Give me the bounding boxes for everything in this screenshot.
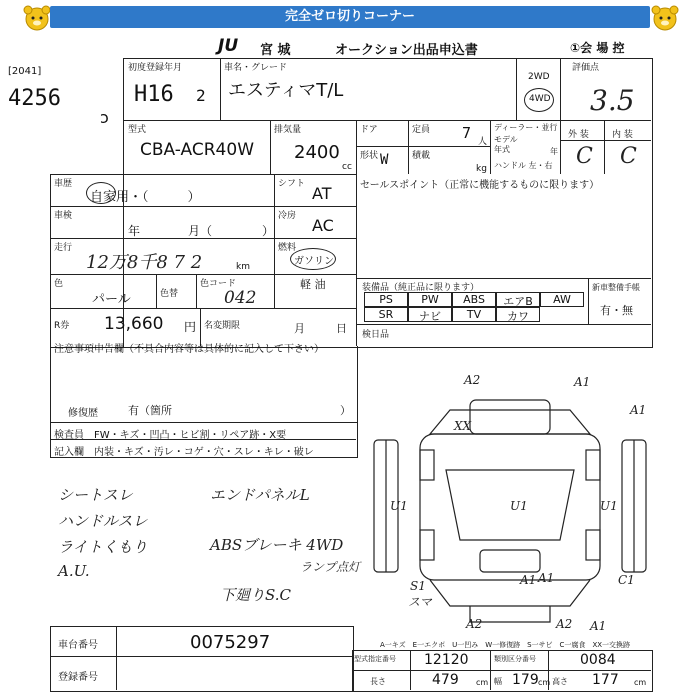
length-value: 479 <box>432 672 459 688</box>
interior-grade: C <box>620 144 637 169</box>
drive-4wd: 4WD <box>529 94 551 104</box>
fuel-label: 燃料 <box>278 243 297 253</box>
dealer-label: ディーラー・並行 <box>494 123 558 132</box>
load-label: 積載 <box>412 151 431 161</box>
first-reg-label: 初度登録年月 <box>128 63 183 73</box>
equipment-item: AW <box>540 292 584 307</box>
class-number-label: 類別区分番号 <box>494 655 536 663</box>
equipment-item: ナビ <box>408 307 452 322</box>
color-code-label: 色コード <box>200 279 237 289</box>
damage-mark: A2 <box>556 617 573 631</box>
inspector-row2: 内装・キズ・汚レ・コゲ・穴・スレ・キレ・破レ <box>94 447 314 458</box>
name-change-month: 月 <box>294 322 305 335</box>
capacity-unit: 人 <box>478 137 488 147</box>
equipment-grid <box>364 292 586 322</box>
equipment-item: TV <box>452 307 496 322</box>
length-unit: cm <box>476 678 489 687</box>
damage-mark: A2 <box>464 373 481 387</box>
handwritten-note: シートスレ <box>58 486 133 504</box>
damage-mark: U1 <box>510 499 528 513</box>
score-label: 評価点 <box>572 63 600 73</box>
recycle-unit: 円 <box>184 320 197 334</box>
doors-label: ドア <box>360 125 378 135</box>
damage-mark: S1 <box>410 579 426 593</box>
mascot-bear-icon <box>650 4 680 32</box>
height-value: 177 <box>592 672 619 688</box>
form-title: オークション出品申込書 <box>335 43 478 58</box>
drive-2wd: 2WD <box>528 72 550 82</box>
equipment-item: ABS <box>452 292 496 307</box>
banner <box>0 0 700 34</box>
name-change-label: 名変期限 <box>204 321 241 331</box>
capacity-label: 定員 <box>412 125 431 135</box>
orig-number-label: 型式指定番号 <box>354 655 396 663</box>
usage-value: 自家用・（ ） <box>90 190 201 205</box>
aircon-value: AC <box>312 216 334 235</box>
score-value: 3.5 <box>590 84 635 117</box>
year-type-label: 年式 <box>494 145 510 154</box>
width-label: 幅 <box>494 677 502 686</box>
damage-mark: スマ <box>408 595 432 609</box>
height-unit: cm <box>634 678 647 687</box>
color-change-label: 色替 <box>160 289 179 299</box>
form-code: [2041] <box>8 66 42 77</box>
height-label: 高さ <box>552 677 568 686</box>
handwritten-note: ハンドルスレ <box>58 512 148 530</box>
inspection-close: ） <box>262 224 275 238</box>
ju-logo: JU <box>218 36 239 56</box>
inspection-month: 月（ <box>188 224 213 238</box>
model-year-label: モデル <box>494 135 518 144</box>
shift-value: AT <box>312 184 332 203</box>
extras-label: 検日品 <box>362 330 390 340</box>
aircon-label: 冷房 <box>278 211 297 221</box>
displacement-label: 排気量 <box>274 125 302 135</box>
mileage-unit: km <box>236 262 250 272</box>
chassis-value: 0075297 <box>190 632 271 653</box>
name-change-day: 日 <box>336 322 347 335</box>
shape-value: W <box>380 152 389 168</box>
displacement-unit: cc <box>342 162 352 172</box>
damage-mark: C1 <box>618 573 635 587</box>
car-damage-diagram <box>360 370 660 640</box>
equipment-item: カワ <box>496 307 540 322</box>
capacity-value: 7 <box>462 124 472 142</box>
repair-label: 修復歴 <box>68 408 98 419</box>
shape-label: 形状 <box>360 151 379 161</box>
lot-suffix: ɔ <box>100 108 109 127</box>
damage-mark: U1 <box>390 499 408 513</box>
handwritten-note: エンドパネルL <box>210 486 310 504</box>
repair-close: ） <box>340 404 351 417</box>
first-reg-era: H16 <box>134 82 174 107</box>
color-value: パール <box>92 292 131 307</box>
notice-label: 注意事項申告欄（不具合内容等は具体的に記入して下さい） <box>54 344 324 355</box>
fuel-gas: ガソリン <box>294 256 334 267</box>
width-value: 179 <box>512 672 539 688</box>
recycle-label: R券 <box>54 321 70 331</box>
fuel-diesel: 軽 油 <box>300 278 326 291</box>
shift-label: シフト <box>278 179 306 189</box>
damage-legend: A一キズ E一エクボ U一凹み W一修復跡 S一サビ C一腐食 XX一交換跡 <box>380 641 631 649</box>
mileage-value: 12万8千8 7 2 <box>86 252 203 273</box>
handwritten-note: ABSブレーキ 4WD <box>210 536 344 554</box>
usage-label: 車歴 <box>54 179 73 189</box>
chassis-label: 車台番号 <box>58 640 98 651</box>
registration-label: 登録番号 <box>58 672 98 683</box>
car-name: エスティマT/L <box>228 80 344 101</box>
damage-mark: A1 <box>574 375 591 389</box>
year-unit: 年 <box>550 147 558 156</box>
inspection-year: 年 <box>128 224 141 238</box>
handwritten-note: A.U. <box>58 562 90 580</box>
handwritten-note: ランプ点灯 <box>300 560 361 574</box>
displacement-value: 2400 <box>294 142 340 163</box>
recycle-value: 13,660 <box>104 314 164 334</box>
equipment-label: 装備品（純正品に限ります） <box>362 283 480 293</box>
first-reg-month: 2 <box>196 86 206 105</box>
damage-mark: A1 <box>538 571 555 585</box>
width-unit: cm <box>538 678 551 687</box>
handle-label: ハンドル 左・右 <box>494 161 553 170</box>
mascot-bear-icon <box>22 4 52 32</box>
damage-mark: A1 <box>630 403 647 417</box>
interior-label: 内 装 <box>612 130 633 140</box>
color-label: 色 <box>54 279 64 289</box>
equipment-item: SR <box>364 307 408 322</box>
venue: 宮 城 <box>260 43 291 58</box>
equipment-item: PW <box>408 292 452 307</box>
inspector-row1-label: 検査員 <box>54 430 84 441</box>
orig-number: 12120 <box>424 652 469 668</box>
exterior-label: 外 装 <box>568 130 589 140</box>
inspector-row2-label: 記入欄 <box>54 447 84 458</box>
car-name-label: 車名・グレード <box>224 63 288 73</box>
equipment-item: PS <box>364 292 408 307</box>
usage-circle <box>86 182 116 204</box>
class-number: 0084 <box>580 652 616 668</box>
repair-value: 有（箇所 <box>128 404 172 417</box>
lot-number: 4256 <box>8 86 61 111</box>
sales-point-label: セールスポイント（正常に機能するものに限ります） <box>360 180 600 191</box>
new-manual-label: 新車整備手帳 <box>592 283 640 292</box>
damage-mark: A1 <box>590 619 607 633</box>
damage-mark: XX <box>454 419 472 433</box>
exterior-grade: C <box>576 144 593 169</box>
length-label: 長さ <box>370 677 386 686</box>
banner-title: 完全ゼロ切りコーナー <box>50 6 650 28</box>
model-value: CBA-ACR40W <box>140 140 255 160</box>
handwritten-note: ライトくもり <box>58 538 148 556</box>
equipment-item: エアB <box>496 292 540 307</box>
handwritten-note: 下廻りS.C <box>220 586 291 604</box>
damage-mark: A2 <box>466 617 483 631</box>
lane-label: ①会 場 控 <box>570 41 625 55</box>
color-code: 042 <box>224 288 257 308</box>
new-manual-value: 有・無 <box>600 304 633 317</box>
inspector-row1: FW・キズ・凹凸・ヒビ割・リペア跡・X要 <box>94 430 287 441</box>
inspection-label: 車検 <box>54 211 73 221</box>
model-label: 型式 <box>128 125 147 135</box>
damage-mark: A1 <box>520 573 537 587</box>
load-unit: kg <box>476 164 487 174</box>
damage-mark: U1 <box>600 499 618 513</box>
mileage-label: 走行 <box>54 243 73 253</box>
